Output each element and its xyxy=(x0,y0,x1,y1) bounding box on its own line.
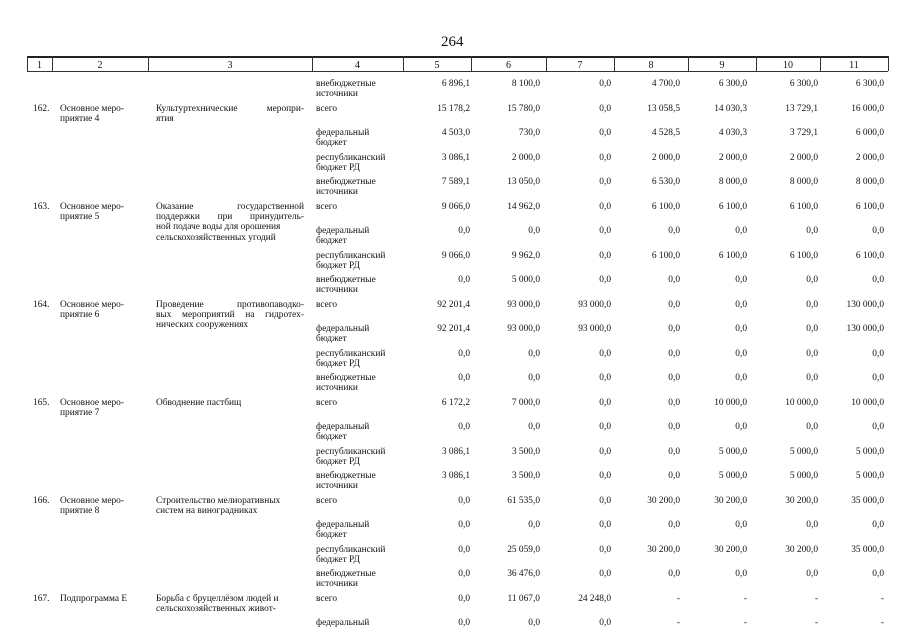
event-name: ной подаче воды для орошения xyxy=(156,222,281,233)
column-header: 2 xyxy=(97,60,103,71)
funding-source: всего xyxy=(316,299,338,310)
amount-cell: 3 086,1 xyxy=(441,446,470,457)
amount-cell: 30 200,0 xyxy=(714,495,747,506)
event-name: ятия xyxy=(156,113,174,124)
funding-source: федеральный xyxy=(316,128,370,138)
event-name: Борьба с бруцеллёзом людей и xyxy=(156,593,279,604)
program-name: приятие 6 xyxy=(60,309,100,320)
program-name: Основное меро- xyxy=(60,103,124,114)
column-header: 8 xyxy=(648,60,654,71)
program-name: Подпрограмма Е xyxy=(60,593,128,604)
event-name: Культуртехнические меропри- xyxy=(156,103,304,114)
row-number: 167. xyxy=(33,593,50,604)
funding-source: источники xyxy=(316,89,358,100)
funding-source: источники xyxy=(316,383,358,394)
program-name: приятие 8 xyxy=(60,505,100,516)
event-name: Обводнение пастбищ xyxy=(156,397,242,408)
amount-cell: 0,0 xyxy=(668,520,680,530)
amount-cell: 5 000,0 xyxy=(511,275,540,285)
amount-cell: 0,0 xyxy=(599,446,611,457)
funding-source: республиканский xyxy=(316,348,386,359)
event-name: сельскохозяйственных живот- xyxy=(156,603,276,614)
amount-cell: - xyxy=(743,593,747,604)
amount-cell: 3 086,1 xyxy=(441,152,470,163)
event-name: сельскохозяйственных угодий xyxy=(156,232,276,243)
funding-source: всего xyxy=(316,397,338,408)
row-number: 166. xyxy=(33,495,50,506)
amount-cell: 0,0 xyxy=(668,422,680,432)
row-number: 164. xyxy=(33,299,50,310)
amount-cell: 8 100,0 xyxy=(511,79,540,89)
funding-source: внебюджетные xyxy=(316,471,376,481)
amount-cell: 6 100,0 xyxy=(651,250,680,261)
program-name: приятие 4 xyxy=(60,113,100,124)
amount-cell: 0,0 xyxy=(528,373,540,383)
amount-cell: 0,0 xyxy=(668,324,680,334)
amount-cell: 0,0 xyxy=(599,348,611,359)
amount-cell: 0,0 xyxy=(806,373,818,383)
amount-cell: 0,0 xyxy=(735,520,747,530)
amount-cell: 0,0 xyxy=(872,520,884,530)
amount-cell: 6 300,0 xyxy=(789,79,818,89)
funding-source: внебюджетные xyxy=(316,373,376,383)
funding-source: всего xyxy=(316,201,338,212)
amount-cell: 4 528,5 xyxy=(651,128,680,138)
amount-cell: 0,0 xyxy=(599,397,611,408)
funding-source: федеральный xyxy=(316,324,370,334)
program-name: приятие 5 xyxy=(60,211,100,222)
amount-cell: 0,0 xyxy=(806,520,818,530)
amount-cell: 93 000,0 xyxy=(507,324,540,334)
column-header: 7 xyxy=(577,60,583,71)
amount-cell: 0,0 xyxy=(668,569,680,579)
amount-cell: 30 200,0 xyxy=(647,544,680,555)
amount-cell: 14 030,3 xyxy=(714,103,747,114)
amount-cell: 0,0 xyxy=(599,275,611,285)
amount-cell: 6 172,2 xyxy=(441,397,470,408)
amount-cell: 0,0 xyxy=(458,422,470,432)
header-bottom-rule xyxy=(27,71,888,72)
amount-cell: 35 000,0 xyxy=(851,495,884,506)
amount-cell: 16 000,0 xyxy=(851,103,884,114)
amount-cell: 15 178,2 xyxy=(437,103,470,114)
amount-cell: 0,0 xyxy=(458,520,470,530)
amount-cell: 0,0 xyxy=(806,299,818,310)
amount-cell: 5 000,0 xyxy=(789,446,818,457)
column-header: 3 xyxy=(227,60,233,71)
event-name: поддержки при принудитель- xyxy=(156,211,304,222)
amount-cell: 0,0 xyxy=(599,544,611,555)
amount-cell: 0,0 xyxy=(668,275,680,285)
amount-cell: 0,0 xyxy=(806,226,818,236)
funding-source: республиканский xyxy=(316,446,386,457)
amount-cell: 30 200,0 xyxy=(785,495,818,506)
amount-cell: 4 700,0 xyxy=(651,79,680,89)
funding-source: источники xyxy=(316,285,358,296)
amount-cell: 0,0 xyxy=(872,348,884,359)
amount-cell: 130 000,0 xyxy=(846,324,884,334)
funding-source: бюджет xyxy=(316,236,347,247)
amount-cell: 92 201,4 xyxy=(437,324,470,334)
amount-cell: 0,0 xyxy=(458,569,470,579)
amount-cell: - xyxy=(880,593,884,604)
amount-cell: 6 530,0 xyxy=(651,177,680,187)
amount-cell: 13 050,0 xyxy=(507,177,540,187)
amount-cell: 4 030,3 xyxy=(718,128,747,138)
amount-cell: 0,0 xyxy=(599,618,611,628)
amount-cell: 9 962,0 xyxy=(511,250,540,261)
amount-cell: 2 000,0 xyxy=(511,152,540,163)
amount-cell: 0,0 xyxy=(872,569,884,579)
amount-cell: 36 476,0 xyxy=(507,569,540,579)
program-name: Основное меро- xyxy=(60,397,124,408)
funding-source: бюджет РД xyxy=(316,554,360,565)
amount-cell: - xyxy=(676,618,680,628)
amount-cell: - xyxy=(743,618,747,628)
amount-cell: 9 066,0 xyxy=(441,250,470,261)
program-name: Основное меро- xyxy=(60,201,124,212)
amount-cell: 0,0 xyxy=(458,618,470,628)
amount-cell: 0,0 xyxy=(599,226,611,236)
funding-source: бюджет РД xyxy=(316,260,360,271)
amount-cell: 0,0 xyxy=(668,299,680,310)
program-name: Основное меро- xyxy=(60,495,124,506)
amount-cell: 0,0 xyxy=(599,177,611,187)
funding-source: бюджет xyxy=(316,530,347,541)
funding-source: всего xyxy=(316,593,338,604)
column-header: 10 xyxy=(783,60,793,71)
amount-cell: 6 100,0 xyxy=(789,201,818,212)
funding-source: федеральный xyxy=(316,618,370,628)
amount-cell: 0,0 xyxy=(872,226,884,236)
amount-cell: 8 000,0 xyxy=(789,177,818,187)
amount-cell: 0,0 xyxy=(528,618,540,628)
amount-cell: 0,0 xyxy=(458,226,470,236)
amount-cell: 2 000,0 xyxy=(855,152,884,163)
amount-cell: 93 000,0 xyxy=(578,324,611,334)
amount-cell: 0,0 xyxy=(599,79,611,89)
amount-cell: 0,0 xyxy=(806,324,818,334)
amount-cell: 93 000,0 xyxy=(507,299,540,310)
amount-cell: 30 200,0 xyxy=(714,544,747,555)
amount-cell: 0,0 xyxy=(599,422,611,432)
program-name: приятие 7 xyxy=(60,407,100,418)
amount-cell: 24 248,0 xyxy=(578,593,611,604)
amount-cell: 7 000,0 xyxy=(511,397,540,408)
amount-cell: 92 201,4 xyxy=(437,299,470,310)
funding-source: источники xyxy=(316,481,358,492)
amount-cell: 0,0 xyxy=(668,373,680,383)
column-header: 4 xyxy=(355,60,360,71)
funding-source: федеральный xyxy=(316,520,370,530)
amount-cell: 4 503,0 xyxy=(441,128,470,138)
amount-cell: 0,0 xyxy=(458,593,470,604)
amount-cell: 0,0 xyxy=(806,275,818,285)
amount-cell: 130 000,0 xyxy=(846,299,884,310)
amount-cell: 0,0 xyxy=(735,299,747,310)
amount-cell: 0,0 xyxy=(599,201,611,212)
amount-cell: 0,0 xyxy=(735,324,747,334)
amount-cell: 0,0 xyxy=(599,373,611,383)
funding-source: внебюджетные xyxy=(316,177,376,187)
amount-cell: 5 000,0 xyxy=(855,446,884,457)
amount-cell: - xyxy=(676,593,680,604)
amount-cell: 13 729,1 xyxy=(785,103,818,114)
funding-source: всего xyxy=(316,495,338,506)
funding-source: федеральный xyxy=(316,226,370,236)
amount-cell: 6 100,0 xyxy=(718,250,747,261)
amount-cell: 13 058,5 xyxy=(647,103,680,114)
amount-cell: 5 000,0 xyxy=(718,446,747,457)
amount-cell: 61 535,0 xyxy=(507,495,540,506)
funding-source: республиканский xyxy=(316,152,386,163)
amount-cell: 6 300,0 xyxy=(855,79,884,89)
amount-cell: 6 100,0 xyxy=(651,201,680,212)
amount-cell: 0,0 xyxy=(599,471,611,481)
amount-cell: 0,0 xyxy=(599,128,611,138)
amount-cell: 0,0 xyxy=(668,446,680,457)
amount-cell: 0,0 xyxy=(458,275,470,285)
amount-cell: 0,0 xyxy=(599,103,611,114)
funding-source: бюджет РД xyxy=(316,162,360,173)
row-number: 162. xyxy=(33,103,50,114)
amount-cell: 30 200,0 xyxy=(647,495,680,506)
amount-cell: 6 100,0 xyxy=(789,250,818,261)
amount-cell: 6 100,0 xyxy=(855,201,884,212)
amount-cell: 2 000,0 xyxy=(718,152,747,163)
funding-source: внебюджетные xyxy=(316,569,376,579)
column-header: 11 xyxy=(849,60,859,71)
amount-cell: 0,0 xyxy=(735,226,747,236)
amount-cell: 0,0 xyxy=(668,397,680,408)
amount-cell: 730,0 xyxy=(518,128,540,138)
amount-cell: 93 000,0 xyxy=(578,299,611,310)
amount-cell: - xyxy=(814,618,818,628)
header-column-divider xyxy=(888,56,889,71)
amount-cell: 0,0 xyxy=(668,471,680,481)
program-name: Основное меро- xyxy=(60,299,124,310)
amount-cell: 3 500,0 xyxy=(511,446,540,457)
event-name: вых мероприятий на гидротех- xyxy=(156,309,304,320)
amount-cell: 30 200,0 xyxy=(785,544,818,555)
funding-source: всего xyxy=(316,103,338,114)
amount-cell: 6 896,1 xyxy=(441,79,470,89)
amount-cell: 0,0 xyxy=(668,348,680,359)
amount-cell: 0,0 xyxy=(806,348,818,359)
amount-cell: 0,0 xyxy=(458,544,470,555)
amount-cell: 8 000,0 xyxy=(718,177,747,187)
amount-cell: 10 000,0 xyxy=(851,397,884,408)
amount-cell: 0,0 xyxy=(528,422,540,432)
amount-cell: 0,0 xyxy=(599,250,611,261)
amount-cell: - xyxy=(814,593,818,604)
amount-cell: 5 000,0 xyxy=(855,471,884,481)
amount-cell: 35 000,0 xyxy=(851,544,884,555)
amount-cell: 8 000,0 xyxy=(855,177,884,187)
amount-cell: 6 100,0 xyxy=(718,201,747,212)
amount-cell: 5 000,0 xyxy=(718,471,747,481)
header-top-rule xyxy=(27,56,888,58)
amount-cell: 0,0 xyxy=(668,226,680,236)
funding-source: федеральный xyxy=(316,422,370,432)
amount-cell: 0,0 xyxy=(458,495,470,506)
amount-cell: 6 000,0 xyxy=(855,128,884,138)
amount-cell: 0,0 xyxy=(599,152,611,163)
event-name: Оказание государственной xyxy=(156,201,304,212)
amount-cell: 0,0 xyxy=(599,495,611,506)
column-header: 5 xyxy=(434,60,440,71)
funding-source: источники xyxy=(316,579,358,590)
amount-cell: 0,0 xyxy=(528,520,540,530)
amount-cell: 9 066,0 xyxy=(441,201,470,212)
funding-source: внебюджетные xyxy=(316,275,376,285)
amount-cell: 3 086,1 xyxy=(441,471,470,481)
amount-cell: 0,0 xyxy=(528,348,540,359)
amount-cell: 6 300,0 xyxy=(718,79,747,89)
amount-cell: 0,0 xyxy=(806,422,818,432)
amount-cell: 0,0 xyxy=(599,520,611,530)
amount-cell: 7 589,1 xyxy=(441,177,470,187)
amount-cell: 0,0 xyxy=(872,373,884,383)
column-header: 6 xyxy=(506,60,511,71)
amount-cell: 14 962,0 xyxy=(507,201,540,212)
amount-cell: 3 729,1 xyxy=(789,128,818,138)
amount-cell: - xyxy=(880,618,884,628)
amount-cell: 10 000,0 xyxy=(785,397,818,408)
column-header: 1 xyxy=(37,60,42,71)
event-name: систем на виноградниках xyxy=(156,505,258,516)
amount-cell: 0,0 xyxy=(735,422,747,432)
funding-source: республиканский xyxy=(316,250,386,261)
amount-cell: 25 059,0 xyxy=(507,544,540,555)
amount-cell: 0,0 xyxy=(528,226,540,236)
amount-cell: 6 100,0 xyxy=(855,250,884,261)
amount-cell: 11 067,0 xyxy=(507,593,540,604)
funding-source: внебюджетные xyxy=(316,79,376,89)
amount-cell: 0,0 xyxy=(735,275,747,285)
amount-cell: 2 000,0 xyxy=(789,152,818,163)
amount-cell: 0,0 xyxy=(458,373,470,383)
funding-source: республиканский xyxy=(316,544,386,555)
amount-cell: 0,0 xyxy=(458,348,470,359)
funding-source: бюджет xyxy=(316,334,347,345)
amount-cell: 5 000,0 xyxy=(789,471,818,481)
column-header: 9 xyxy=(719,60,725,71)
amount-cell: 2 000,0 xyxy=(651,152,680,163)
event-name: Проведение противопаводко- xyxy=(156,299,304,310)
amount-cell: 0,0 xyxy=(735,373,747,383)
event-name: нических сооружениях xyxy=(156,320,249,331)
amount-cell: 0,0 xyxy=(872,275,884,285)
funding-source: бюджет xyxy=(316,138,347,149)
funding-source: бюджет xyxy=(316,432,347,443)
funding-source: бюджет РД xyxy=(316,358,360,369)
amount-cell: 3 500,0 xyxy=(511,471,540,481)
event-name: Строительство мелиоративных xyxy=(156,495,281,506)
row-number: 163. xyxy=(33,201,50,212)
page-number: 264 xyxy=(441,34,464,50)
amount-cell: 0,0 xyxy=(735,348,747,359)
amount-cell: 15 780,0 xyxy=(507,103,540,114)
amount-cell: 10 000,0 xyxy=(714,397,747,408)
funding-source: бюджет РД xyxy=(316,456,360,467)
amount-cell: 0,0 xyxy=(599,569,611,579)
row-number: 165. xyxy=(33,397,50,408)
amount-cell: 0,0 xyxy=(806,569,818,579)
amount-cell: 0,0 xyxy=(872,422,884,432)
amount-cell: 0,0 xyxy=(735,569,747,579)
funding-source: источники xyxy=(316,187,358,198)
